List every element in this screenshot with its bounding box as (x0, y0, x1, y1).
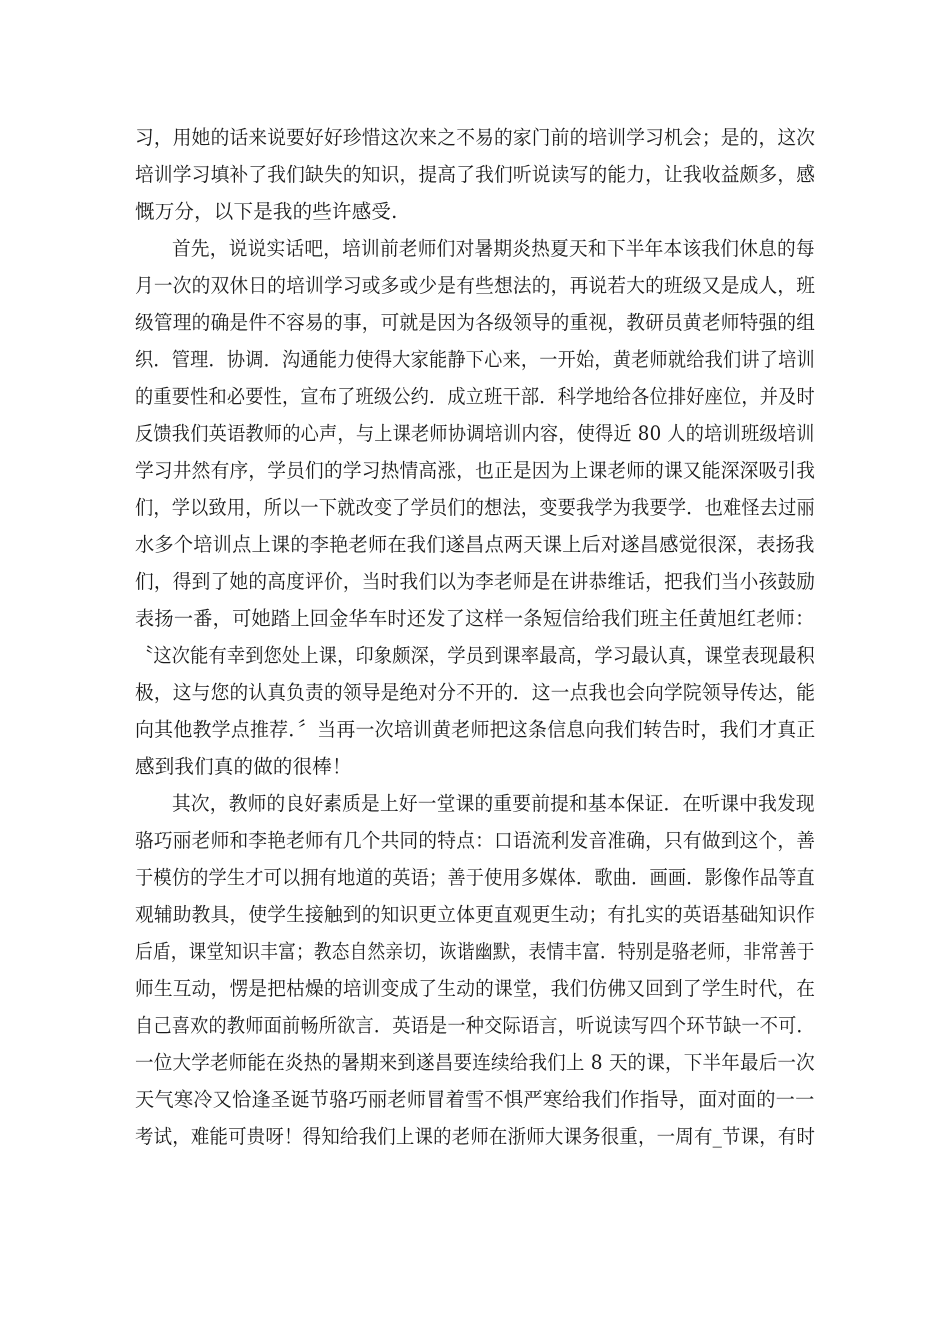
text-line: 骆巧丽老师和李艳老师有几个共同的特点：口语流利发音准确，只有做到这个，善 (135, 829, 816, 852)
text-line: 的重要性和必要性，宣布了班级公约．成立班干部．科学地给各位排好座位，并及时 (135, 385, 815, 408)
text-line: 月一次的双休日的培训学习或多或少是有些想法的，再说若大的班级又是成人，班 (135, 274, 816, 297)
text-line: 自己喜欢的教师面前畅所欲言．英语是一种交际语言，听说读写四个环节缺一不可． (135, 1014, 815, 1037)
text-line: 考试，难能可贵呀！得知给我们上课的老师在浙师大课务很重，一周有_节课，有时 (135, 1125, 816, 1148)
text-line: 感到我们真的做的很棒！ (135, 755, 352, 778)
text-line: 水多个培训点上课的李艳老师在我们遂昌点两天课上后对遂昌感觉很深，表扬我 (135, 533, 815, 556)
text-line: 后盾，课堂知识丰富；教态自然亲切，诙谐幽默，表情丰富．特别是骆老师，非常善于 (135, 940, 815, 963)
text-line: 们，得到了她的高度评价，当时我们以为李老师是在讲恭维话，把我们当小孩鼓励 (135, 570, 816, 593)
text-line: 一位大学老师能在炎热的暑期来到遂昌要连续给我们上 8 天的课，下半年最后一次 (135, 1051, 815, 1074)
text-line: 〝这次能有幸到您处上课，印象颇深，学员到课率最高，学习最认真，课堂表现最积 (135, 644, 815, 667)
text-line: 培训学习填补了我们缺失的知识，提高了我们听说读写的能力，让我收益颇多，感 (135, 163, 816, 186)
text-line: 观辅助教具，使学生接触到的知识更立体更直观更生动；有扎实的英语基础知识作 (135, 903, 816, 926)
text-line: 向其他教学点推荐．〞当再一次培训黄老师把这条信息向我们转告时，我们才真正 (135, 718, 816, 741)
text-line: 慨万分，以下是我的些许感受. (135, 200, 398, 223)
text-line: 天气寒冷又恰逢圣诞节骆巧丽老师冒着雪不惧严寒给我们作指导，面对面的一一 (135, 1088, 815, 1111)
text-line: 表扬一番，可她踏上回金华车时还发了这样一条短信给我们班主任黄旭红老师： (135, 607, 815, 630)
text-line: 习，用她的话来说要好好珍惜这次来之不易的家门前的培训学习机会；是的，这次 (135, 126, 816, 149)
text-line: 师生互动，愣是把枯燥的培训变成了生动的课堂，我们仿佛又回到了学生时代，在 (135, 977, 816, 1000)
text-line: 极，这与您的认真负责的领导是绝对分不开的．这一点我也会向学院领导传达，能 (135, 681, 816, 704)
paragraph-first-line: 其次，教师的良好素质是上好一堂课的重要前提和基本保证．在听课中我发现 (172, 792, 815, 815)
text-line: 级管理的确是件不容易的事，可就是因为各级领导的重视，教研员黄老师特强的组 (135, 311, 816, 334)
text-line: 于模仿的学生才可以拥有地道的英语；善于使用多媒体．歌曲．画画．影像作品等直 (135, 866, 815, 889)
text-line: 织．管理．协调．沟通能力使得大家能静下心来，一开始，黄老师就给我们讲了培训 (135, 348, 815, 371)
paragraph-first-line: 首先，说说实话吧，培训前老师们对暑期炎热夏天和下半年本该我们休息的每 (172, 237, 815, 260)
text-line: 学习井然有序，学员们的学习热情高涨，也正是因为上课老师的课又能深深吸引我 (135, 459, 816, 482)
text-line: 们，学以致用，所以一下就改变了学员们的想法，变要我学为我要学．也难怪去过丽 (135, 496, 815, 519)
text-line: 反馈我们英语教师的心声，与上课老师协调培训内容，使得近 80 人的培训班级培训 (135, 422, 815, 445)
